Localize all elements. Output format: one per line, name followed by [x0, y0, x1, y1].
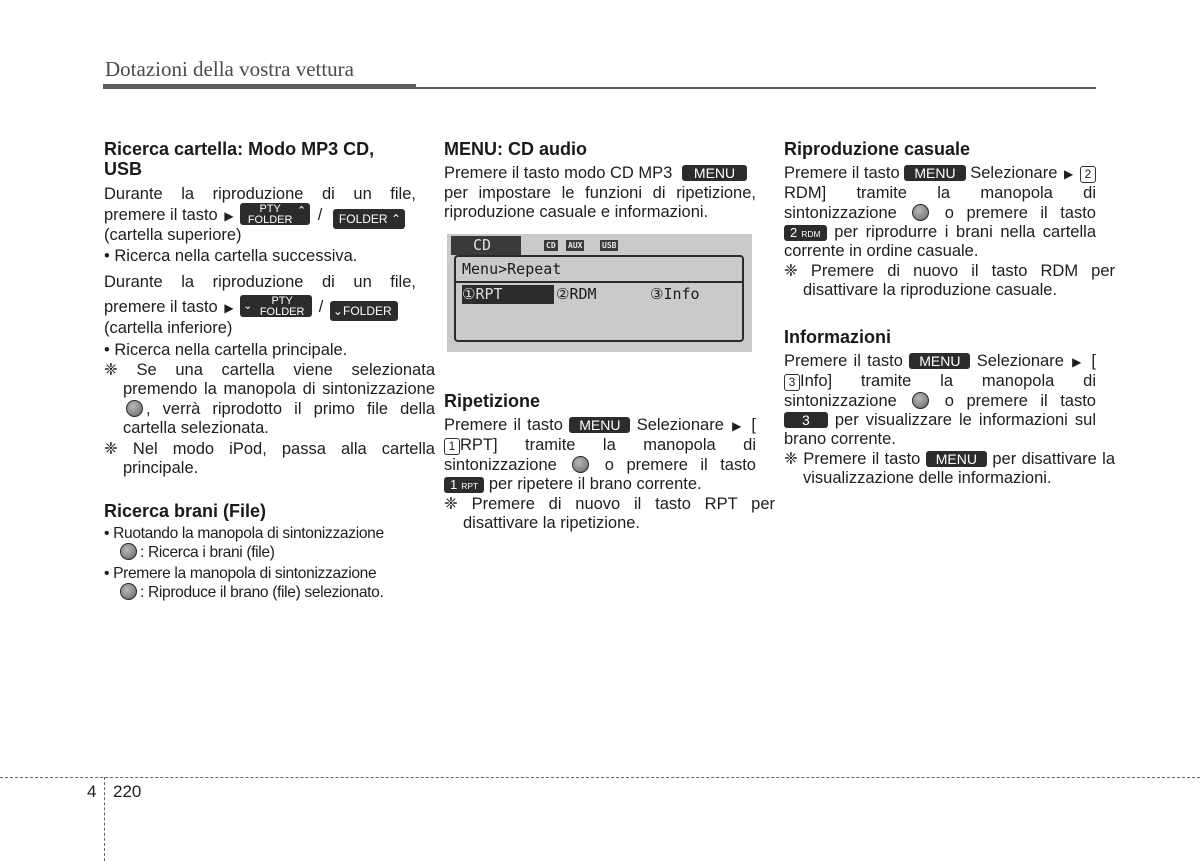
rpt-button[interactable]: 1 RPT: [444, 477, 484, 493]
left-p2-text: premere il tasto: [104, 298, 218, 316]
mid-p2-e: o premere il tasto: [604, 455, 756, 474]
slash-separator: /: [317, 206, 323, 224]
left-sub-bullet1-b: : Ricerca i brani (file): [140, 544, 275, 562]
circled-3-icon: 3: [784, 374, 800, 391]
right-p2-b: Selezionare: [976, 352, 1064, 370]
pty-label: PTY FOLDER: [259, 295, 305, 318]
tuning-knob-icon: [120, 583, 137, 600]
right-note1: ❈ Premere di nuovo il tasto RDM per disattivare la riproduzione casuale.: [784, 262, 1115, 300]
left-p1-line3: (cartella superiore): [104, 226, 242, 244]
left-note1-a: ❈ Se una cartella viene selezionata premendo la manopola di sintonizzazione: [104, 361, 435, 399]
menu-button[interactable]: MENU: [909, 353, 970, 369]
arrow-right-icon: ▶: [1064, 167, 1074, 181]
lcd-option-info: ③Info: [650, 285, 700, 303]
circled-2-icon: 2: [1080, 166, 1096, 183]
left-p2-line3: (cartella inferiore): [104, 319, 233, 337]
lcd-menu-box: [454, 255, 744, 342]
mid-p2: [444, 416, 756, 494]
chevron-down-icon: ⌄: [243, 300, 253, 312]
lcd-badge-cd: CD: [546, 241, 556, 250]
right-p1-c: RDM] tramite la manopola di sintonizzazione: [784, 184, 1096, 222]
cd-display-screen: [447, 234, 752, 352]
lcd-badge-usb: USB: [602, 241, 617, 250]
right-p2: [784, 352, 1096, 449]
heading-informazioni: Informazioni: [784, 327, 891, 347]
tuning-knob-icon: [912, 204, 929, 221]
lcd-badge-aux: AUX: [568, 241, 583, 250]
lcd-option-rpt: ①RPT: [462, 285, 554, 304]
mid-p2-a: Premere il tasto: [444, 416, 563, 434]
right-p1-a: Premere il tasto: [784, 164, 900, 182]
right-note2: [784, 450, 1115, 489]
left-bullet1: • Ricerca nella cartella successiva.: [104, 247, 358, 265]
right-note2-b: per disattivare la visualizzazione delle informazioni.: [803, 450, 1116, 488]
left-sub-bullet1: [104, 524, 438, 563]
left-p1-text: premere il tasto: [104, 206, 218, 224]
tuning-knob-icon: [120, 543, 137, 560]
left-p2-line1: Durante la riproduzione di un file,: [104, 273, 416, 291]
circled-1-icon: 1: [444, 438, 460, 455]
left-sub-bullet2-b: : Riproduce il brano (file) selezionato.: [140, 584, 384, 602]
right-p2-a: Premere il tasto: [784, 352, 903, 370]
chevron-down-icon: ⌄: [332, 304, 343, 318]
arrow-right-icon: ▶: [224, 209, 234, 223]
arrow-right-icon: ▶: [1072, 355, 1084, 369]
footer-dashed-line: [0, 777, 1200, 778]
mid-p2-d: RPT] tramite la manopola di sintonizzazione: [444, 436, 756, 474]
menu-button[interactable]: MENU: [682, 165, 747, 181]
chevron-up-icon: ⌃: [296, 205, 307, 217]
left-note1-b: , verrà riprodotto il primo file della cartella selezionata.: [123, 399, 435, 437]
heading-ricerca-cartella: Ricerca cartella: Modo MP3 CD, USB: [104, 139, 375, 179]
heading-riproduzione-casuale: Riproduzione casuale: [784, 139, 971, 159]
left-sub-bullet2: [104, 564, 438, 603]
right-p1-e: per riprodurre i brani nella cartella corrente in ordine casuale.: [784, 222, 1096, 261]
lcd-divider: [456, 281, 742, 283]
lcd-option-rdm: ②RDM: [556, 285, 597, 303]
folder-label: FOLDER: [342, 304, 392, 318]
heading-ricerca-brani: Ricerca brani (File): [104, 501, 267, 521]
pty-label: PTY FOLDER: [247, 203, 293, 226]
right-p2-e: o premere il tasto: [944, 391, 1096, 410]
menu-button[interactable]: MENU: [904, 165, 965, 181]
header-rule-thick: [103, 84, 416, 89]
header-rule-thin: [416, 87, 1096, 89]
mid-p1-a: Premere il tasto modo CD MP3: [444, 164, 673, 182]
chapter-number: 4: [87, 782, 97, 801]
menu-button[interactable]: MENU: [569, 417, 630, 433]
right-p2-d: Info] tramite la manopola di sintonizzazione: [784, 372, 1096, 410]
right-p1-d: o premere il tasto: [944, 203, 1096, 222]
left-sub-bullet2-a: • Premere la manopola di sintonizzazione: [104, 565, 377, 582]
lcd-tab-cd: CD: [451, 236, 521, 255]
left-p1-line1: Durante la riproduzione di un file,: [104, 185, 416, 203]
arrow-right-icon: ▶: [732, 419, 744, 433]
tuning-knob-icon: [912, 392, 929, 409]
menu-button[interactable]: MENU: [926, 451, 987, 467]
right-p2-f: per visualizzare le informazioni sul brano corrente.: [784, 410, 1096, 449]
heading-ripetizione: Ripetizione: [444, 391, 541, 411]
header-title: Dotazioni della vostra vettura: [105, 57, 354, 81]
right-p2-c: [: [1091, 352, 1096, 370]
tuning-knob-icon: [126, 400, 143, 417]
slash-separator: /: [318, 298, 324, 316]
mid-p2-c: [: [751, 416, 756, 434]
folder-up-button[interactable]: [333, 209, 405, 229]
footer-vertical-dashed-line: [104, 777, 105, 861]
folder-label: FOLDER: [338, 212, 388, 226]
mid-p1-line1: [444, 164, 764, 183]
pty-folder-down-button[interactable]: [240, 295, 312, 317]
left-note2: ❈ Nel modo iPod, passa alla cartella principale.: [104, 440, 435, 478]
right-p1-b: Selezionare: [970, 164, 1058, 182]
right-p1: [784, 164, 1096, 261]
tuning-knob-icon: [572, 456, 589, 473]
left-bullet2: • Ricerca nella cartella principale.: [104, 341, 348, 359]
lcd-menu-path: Menu>Repeat: [462, 260, 562, 278]
folder-down-button[interactable]: [330, 301, 398, 321]
heading-menu-cd-audio: MENU: CD audio: [444, 139, 587, 159]
mid-p1-rest: per impostare le funzioni di ripetizione, riproduzione casuale e informazioni.: [444, 184, 756, 222]
left-sub-bullet1-a: • Ruotando la manopola di sintonizzazione: [104, 525, 384, 542]
mid-p2-b: Selezionare: [636, 416, 724, 434]
chevron-up-icon: ⌃: [390, 212, 402, 226]
left-note1: [104, 361, 435, 438]
right-note2-a: ❈ Premere il tasto: [784, 450, 921, 468]
page-number: 220: [113, 782, 142, 801]
pty-folder-up-button[interactable]: [240, 203, 310, 225]
arrow-right-icon: ▶: [224, 301, 234, 315]
info-button[interactable]: 3: [784, 412, 828, 428]
mid-p2-f: per ripetere il brano corrente.: [488, 474, 702, 493]
left-p2-line2: [104, 295, 424, 321]
rdm-button[interactable]: 2 RDM: [784, 225, 827, 241]
mid-note1: ❈ Premere di nuovo il tasto RPT per disattivare la ripetizione.: [444, 495, 775, 533]
